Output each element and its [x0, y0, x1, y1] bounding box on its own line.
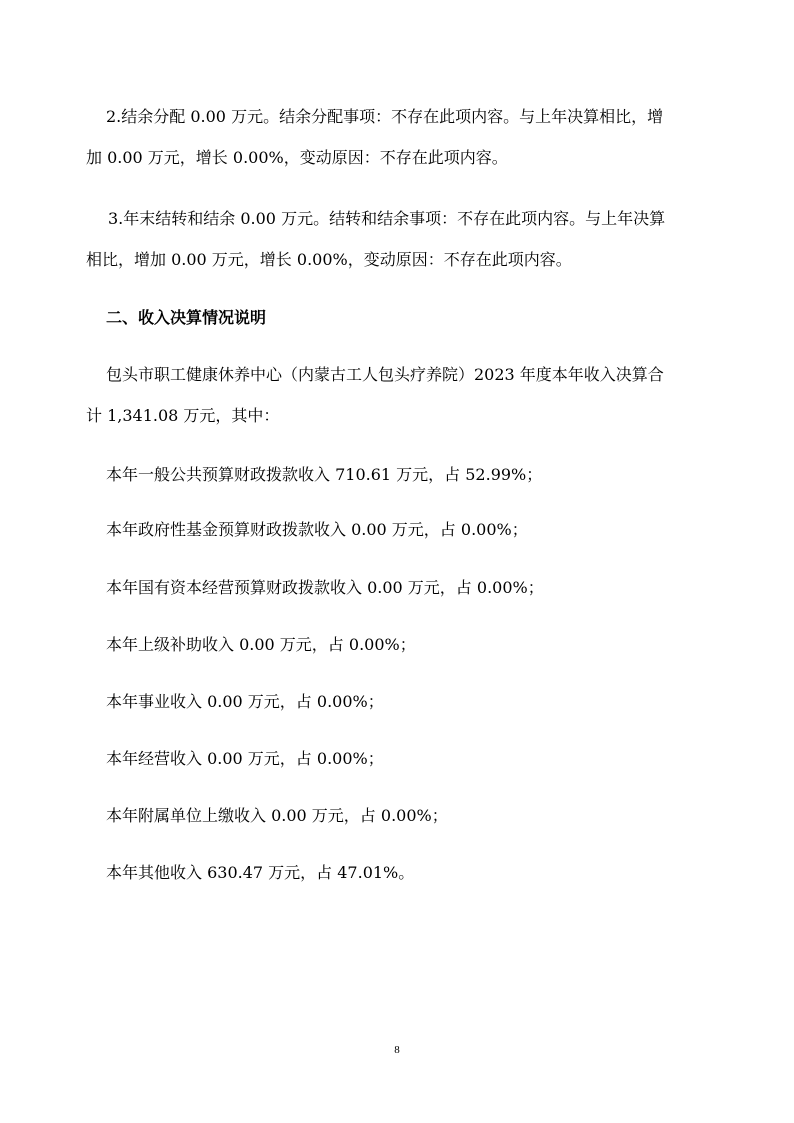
income-item: 本年附属单位上缴收入 0.00 万元，占 0.00%；	[106, 806, 448, 825]
section-heading: 二、收入决算情况说明	[106, 308, 267, 327]
paragraph-surplus-distribution	[86, 96, 720, 178]
paragraph-line: 相比，增加 0.00 万元，增长 0.00%，变动原因：不存在此项内容。	[86, 250, 572, 269]
income-item: 本年国有资本经营预算财政拨款收入 0.00 万元，占 0.00%；	[106, 578, 544, 597]
paragraph-year-end-balance	[86, 198, 720, 280]
paragraph-income-intro	[86, 354, 720, 436]
income-item: 本年政府性基金预算财政拨款收入 0.00 万元，占 0.00%；	[106, 520, 528, 539]
paragraph-line: 加 0.00 万元，增长 0.00%，变动原因：不存在此项内容。	[86, 148, 508, 167]
paragraph-line: 2.结余分配 0.00 万元。结余分配事项：不存在此项内容。与上年决算相比，增	[106, 107, 664, 126]
income-item: 本年事业收入 0.00 万元，占 0.00%；	[106, 692, 384, 711]
income-item: 本年经营收入 0.00 万元，占 0.00%；	[106, 749, 384, 768]
income-item: 本年其他收入 630.47 万元，占 47.01%。	[106, 863, 415, 882]
page-number: 8	[394, 1044, 400, 1056]
income-item: 本年一般公共预算财政拨款收入 710.61 万元，占 52.99%；	[106, 465, 543, 484]
paragraph-line: 3.年末结转和结余 0.00 万元。结转和结余事项：不存在此项内容。与上年决算	[108, 209, 666, 228]
income-item: 本年上级补助收入 0.00 万元，占 0.00%；	[106, 635, 416, 654]
paragraph-line: 计 1,341.08 万元，其中：	[86, 406, 280, 425]
paragraph-line: 包头市职工健康休养中心（内蒙古工人包头疗养院）2023 年度本年收入决算合	[106, 365, 664, 384]
